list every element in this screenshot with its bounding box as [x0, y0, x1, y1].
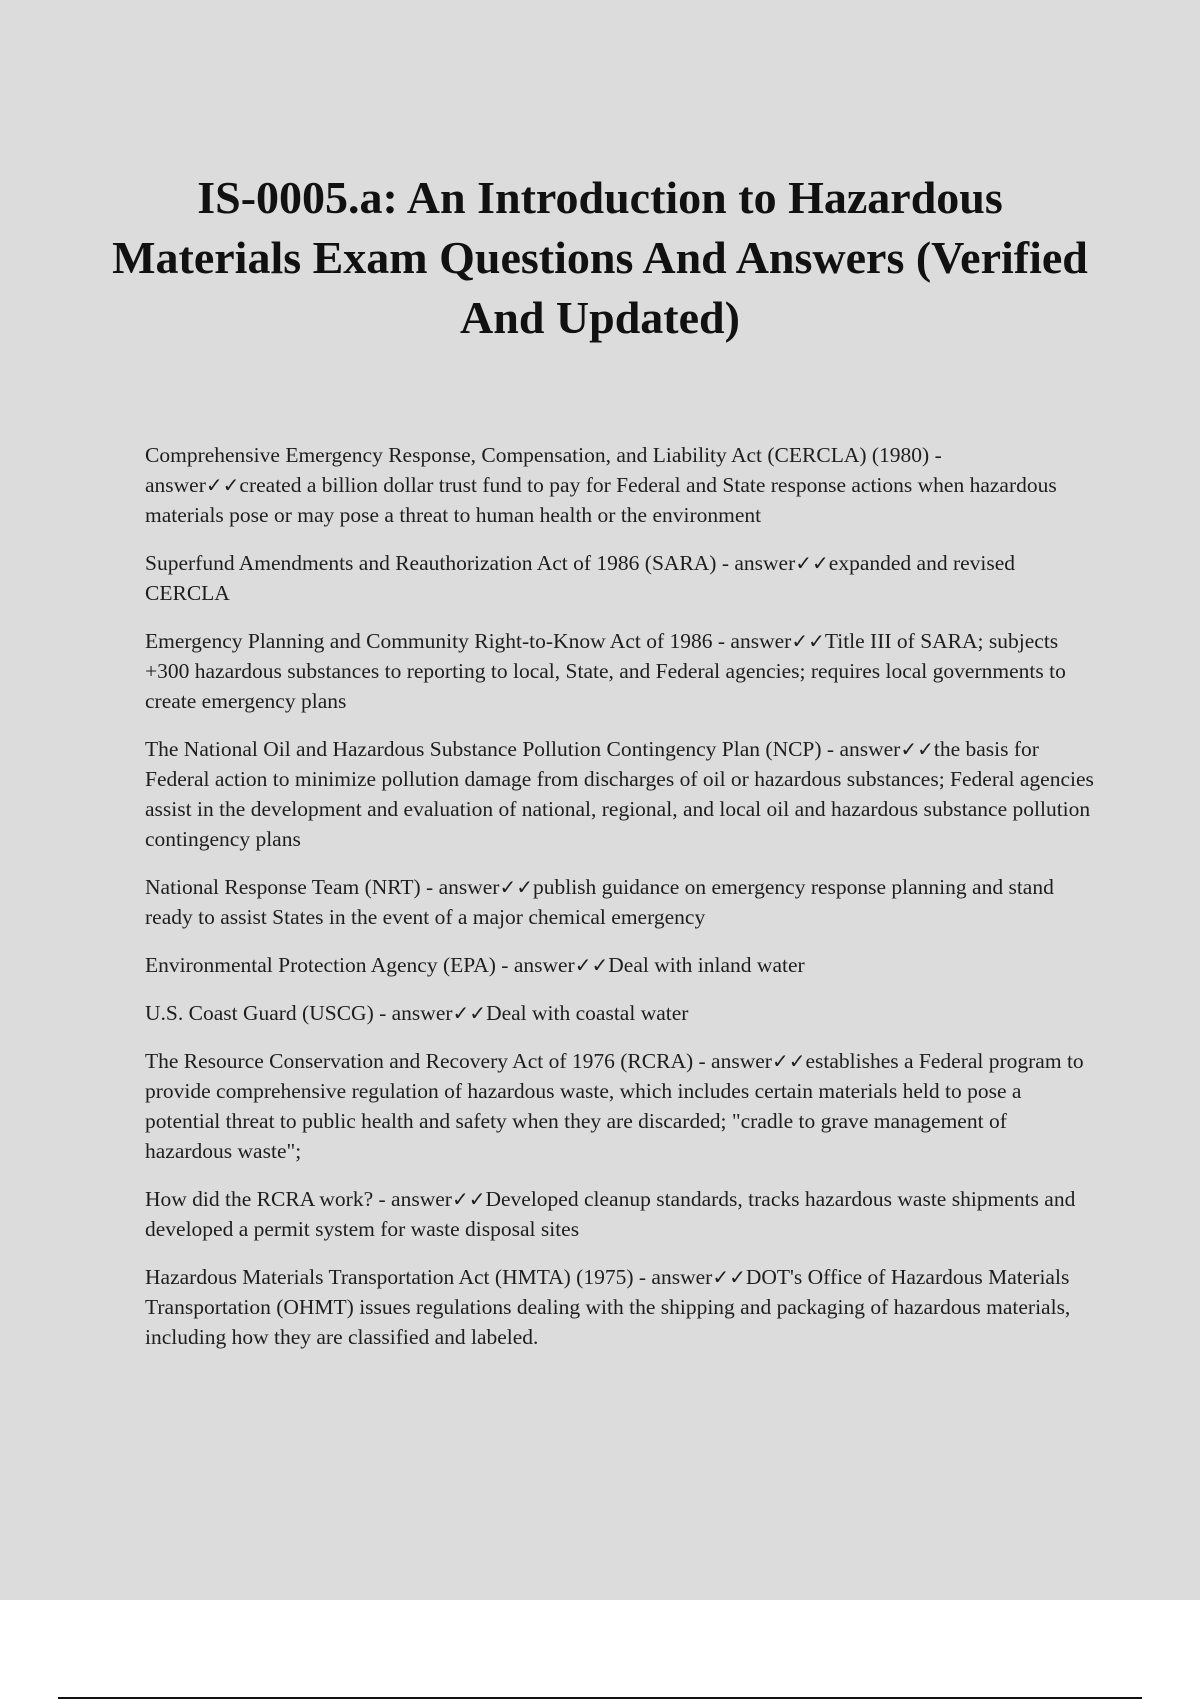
- double-check-icon: ✓✓: [771, 1049, 806, 1073]
- answer-separator: - answer: [716, 551, 796, 575]
- qa-term: National Response Team (NRT): [145, 875, 421, 899]
- answer-separator: - answer: [145, 443, 942, 497]
- qa-term: How did the RCRA work?: [145, 1187, 374, 1211]
- qa-list: [145, 440, 1095, 1370]
- double-check-icon: ✓✓: [205, 473, 240, 497]
- qa-answer: Deal with inland water: [608, 953, 805, 977]
- answer-separator: - answer: [373, 1187, 452, 1211]
- qa-term: Hazardous Materials Transportation Act (HMTA) (1975): [145, 1265, 634, 1289]
- qa-answer: Title III of SARA; subjects +300 hazardous substances to reporting to local, State, and Federal agencies; requires local governments to create emergency plans: [145, 629, 1066, 713]
- document-title: IS-0005.a: An Introduction to Hazardous Materials Exam Questions And Answers (Verified And Updated): [112, 172, 1088, 343]
- double-check-icon: ✓✓: [712, 1265, 746, 1289]
- double-check-icon: ✓✓: [499, 875, 533, 899]
- qa-answer: Deal with coastal water: [486, 1001, 689, 1025]
- qa-item: [145, 440, 1095, 530]
- qa-term: The National Oil and Hazardous Substance Pollution Contingency Plan (NCP): [145, 737, 822, 761]
- footer-divider: [58, 1697, 1142, 1699]
- answer-separator: - answer: [495, 953, 575, 977]
- qa-answer: the basis for Federal action to minimize pollution damage from discharges of oil or hazardous substances; Federal agencies assist in the development and evaluation of national, regional, and local oil and hazardous substance pollution contingency plans: [145, 737, 1094, 851]
- qa-term: Comprehensive Emergency Response, Compensation, and Liability Act (CERCLA) (1980): [145, 443, 930, 467]
- qa-item: [145, 1262, 1095, 1352]
- qa-answer: publish guidance on emergency response planning and stand ready to assist States in the event of a major chemical emergency: [145, 875, 1054, 929]
- answer-separator: - answer: [693, 1049, 772, 1073]
- answer-separator: - answer: [821, 737, 901, 761]
- qa-term: U.S. Coast Guard (USCG): [145, 1001, 374, 1025]
- qa-answer: DOT's Office of Hazardous Materials Transportation (OHMT) issues regulations dealing with the shipping and packaging of hazardous materials, including how they are classified and labeled.: [145, 1265, 1071, 1349]
- double-check-icon: ✓✓: [795, 551, 829, 575]
- qa-item: [145, 1046, 1095, 1166]
- qa-item: [145, 734, 1095, 854]
- qa-item: [145, 1184, 1095, 1244]
- qa-answer: establishes a Federal program to provide comprehensive regulation of hazardous waste, which includes certain materials held to pose a potential threat to public health and safety when they are discarded; "cradle to grave management of hazardous waste";: [145, 1049, 1084, 1163]
- double-check-icon: ✓✓: [791, 629, 825, 653]
- qa-answer: created a billion dollar trust fund to pay for Federal and State response actions when hazardous materials pose or may pose a threat to human health or the environment: [145, 473, 1057, 527]
- double-check-icon: ✓✓: [452, 1001, 487, 1025]
- qa-item: [145, 626, 1095, 716]
- qa-item: [145, 950, 1095, 980]
- double-check-icon: ✓✓: [574, 953, 609, 977]
- answer-separator: - answer: [373, 1001, 453, 1025]
- double-check-icon: ✓✓: [900, 737, 934, 761]
- double-check-icon: ✓✓: [451, 1187, 486, 1211]
- answer-separator: - answer: [712, 629, 792, 653]
- qa-term: Environmental Protection Agency (EPA): [145, 953, 496, 977]
- qa-term: Superfund Amendments and Reauthorization Act of 1986 (SARA): [145, 551, 717, 575]
- answer-separator: - answer: [420, 875, 500, 899]
- qa-term: The Resource Conservation and Recovery Act of 1976 (RCRA): [145, 1049, 694, 1073]
- answer-separator: - answer: [633, 1265, 713, 1289]
- qa-item: [145, 998, 1095, 1028]
- qa-term: Emergency Planning and Community Right-to-Know Act of 1986: [145, 629, 713, 653]
- qa-item: [145, 548, 1095, 608]
- qa-item: [145, 872, 1095, 932]
- qa-answer: expanded and revised CERCLA: [145, 551, 1016, 605]
- qa-answer: Developed cleanup standards, tracks hazardous waste shipments and developed a permit system for waste disposal sites: [145, 1187, 1076, 1241]
